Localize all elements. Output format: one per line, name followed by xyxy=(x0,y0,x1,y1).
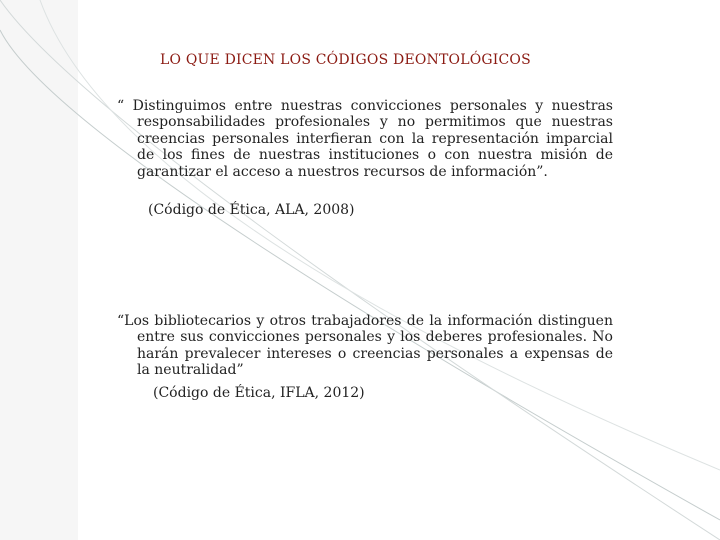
slide-title: LO QUE DICEN LOS CÓDIGOS DEONTOLÓGICOS xyxy=(160,52,531,68)
citation-ifla: (Código de Ética, IFLA, 2012) xyxy=(153,385,365,401)
quote-ifla: “Los bibliotecarios y otros trabajadores de la información distinguen entre sus convicciones personales y los deberes profesionales. No harán prevalecer intereses o creencias personales a expensas de la neutralidad” xyxy=(117,313,613,379)
arc-line-3 xyxy=(40,0,720,470)
citation-ala: (Código de Ética, ALA, 2008) xyxy=(148,202,355,218)
quote-ala: “ Distinguimos entre nuestras convicciones personales y nuestras responsabilidades profesionales y no permitimos que nuestras creencias personales interfieran con la representación imparcial de los fines de nuestras instituciones o con nuestra misión de garantizar el acceso a nuestros recursos de información”. xyxy=(117,98,613,180)
